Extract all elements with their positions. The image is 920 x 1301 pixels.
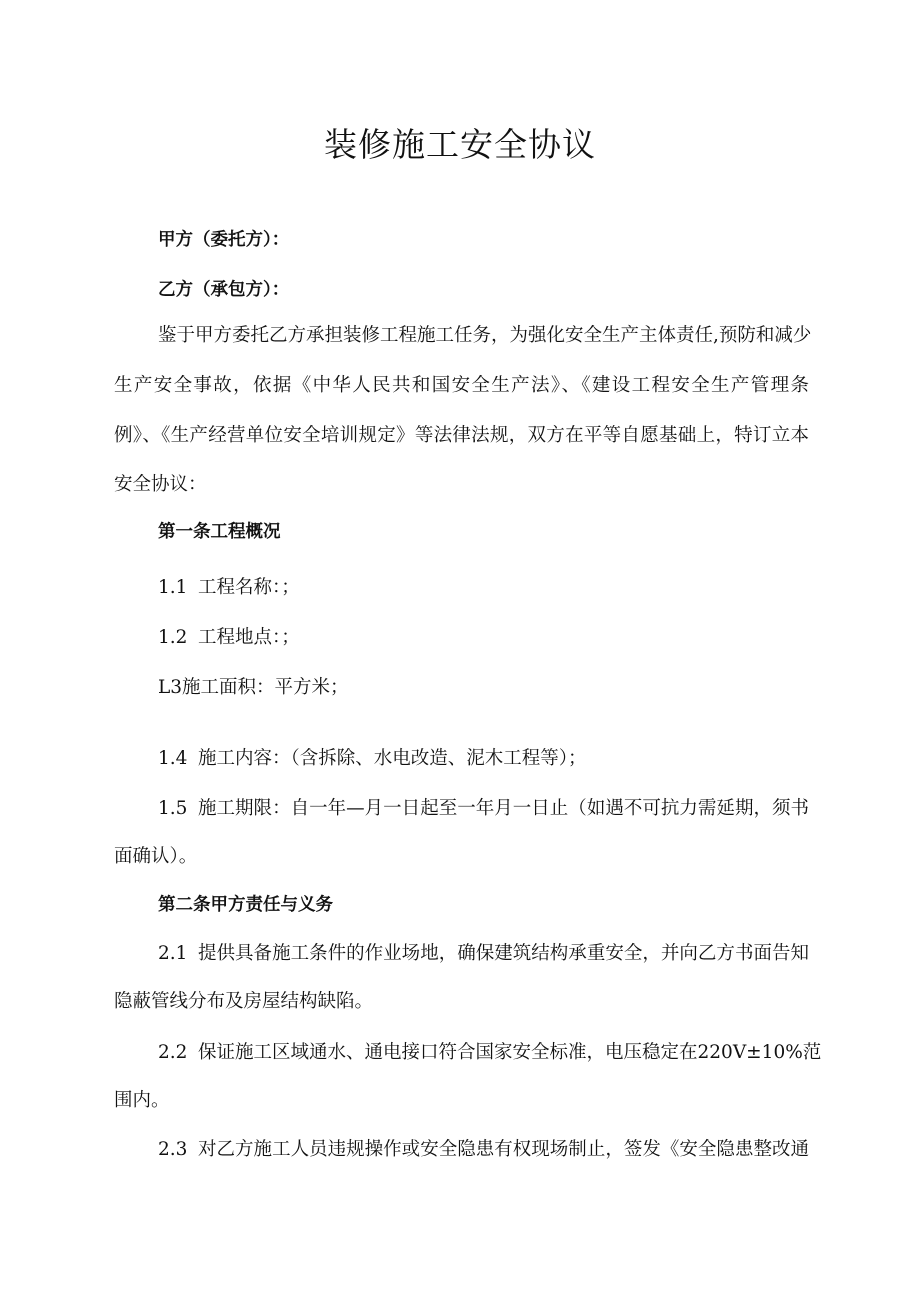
article-1-item-2 bbox=[158, 624, 809, 652]
preamble-line-3: 例》、《生产经营单位安全培训规定》等法律法规，双方在平等自愿基础上，特订立本 bbox=[114, 425, 809, 446]
item-text: 工程地点：； bbox=[198, 627, 300, 648]
item-text: 施工内容：（含拆除、水电改造、泥木工程等）； bbox=[198, 748, 587, 769]
item-number: 1.2 bbox=[158, 627, 188, 648]
article-1-item-5 bbox=[158, 795, 809, 823]
article-1-item-3: L3施工面积：平方米； bbox=[158, 677, 349, 698]
article-1-heading: 第一条工程概况 bbox=[158, 522, 281, 542]
article-1-item-5-continued: 面确认）。 bbox=[114, 846, 198, 867]
item-text: 工程名称：； bbox=[198, 577, 300, 598]
article-2-item-1 bbox=[158, 940, 809, 968]
item-text: 施工期限：自一年—月一日起至一年月一日止（如遇不可抗力需延期，须书 bbox=[198, 798, 809, 819]
item-text: 提供具备施工条件的作业场地，确保建筑结构承重安全，并向乙方书面告知 bbox=[198, 943, 809, 964]
article-2-item-3 bbox=[158, 1136, 809, 1164]
article-1-item-4 bbox=[158, 745, 809, 773]
item-number: 1.1 bbox=[158, 577, 188, 598]
item-number: 2.3 bbox=[158, 1139, 188, 1160]
preamble-line-2: 生产安全事故，依据《中华人民共和国安全生产法》、《建设工程安全生产管理条 bbox=[114, 375, 809, 396]
article-2-item-1-continued: 隐蔽管线分布及房屋结构缺陷。 bbox=[114, 991, 374, 1012]
article-2-heading: 第二条甲方责任与义务 bbox=[158, 895, 333, 915]
article-2-item-2 bbox=[158, 1039, 822, 1067]
document-title: 装修施工安全协议 bbox=[324, 125, 596, 164]
item-text: 对乙方施工人员违规操作或安全隐患有权现场制止，签发《安全隐患整改通 bbox=[198, 1139, 809, 1160]
article-1-item-1 bbox=[158, 574, 809, 602]
item-number: 2.2 bbox=[158, 1042, 188, 1063]
item-number: 1.5 bbox=[158, 798, 188, 819]
party-b-label: 乙方（承包方）： bbox=[158, 280, 290, 300]
party-a-label: 甲方（委托方）： bbox=[158, 230, 290, 250]
preamble-line-1: 鉴于甲方委托乙方承担装修工程施工任务，为强化安全生产主体责任,预防和减少 bbox=[158, 325, 812, 346]
preamble-line-4: 安全协议： bbox=[114, 474, 207, 495]
item-number: 2.1 bbox=[158, 943, 188, 964]
item-text: 保证施工区域通水、通电接口符合国家安全标准，电压稳定在220V±10%范 bbox=[198, 1042, 822, 1063]
item-number: 1.4 bbox=[158, 748, 188, 769]
article-2-item-2-continued: 围内。 bbox=[114, 1090, 170, 1111]
